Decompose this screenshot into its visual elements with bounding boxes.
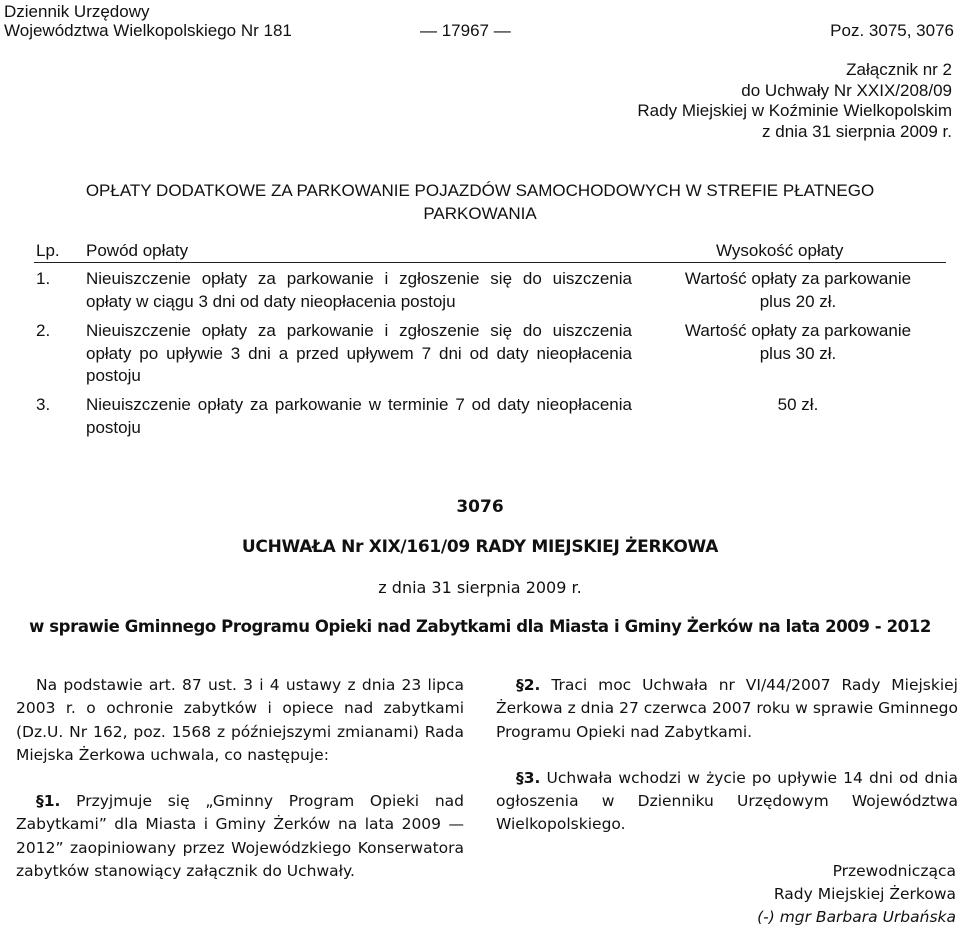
signature-council: Rady Miejskiej Żerkowa [773,885,956,903]
annex-reference [637,60,952,142]
paragraph-gap [16,767,464,790]
table-header-rule [34,262,946,263]
section-2 [496,674,958,744]
table-row-reason: Nieuiszczenie opłaty za parkowanie i zgłoszenie się do uiszczenia opłaty po upływie 3 dni a przed upływem 7 dni od daty nieopłacenia postoju [86,321,632,385]
amount-line: 50 zł. [777,395,819,414]
section-3-text: Uchwała wchodzi w życie po upływie 14 dni od dnia ogłoszenia w Dzienniku Urzędowym Województwa Wielkopolskiego. [496,768,958,834]
table-row-number: 3. [36,395,51,414]
column-header-reason: Powód opłaty [86,241,189,260]
table-row-reason: Nieuiszczenie opłaty za parkowanie w terminie 7 od daty nieopłacenia postoju [86,395,632,437]
section-3-mark: §3. [516,768,541,787]
table-row-amount [648,320,948,365]
section-2-mark: §2. [516,676,541,694]
position-numbers: Poz. 3075, 3076 [830,21,954,40]
annex-line: Rady Miejskiej w Koźminie Wielkopolskim [637,101,952,120]
resolution-title: UCHWAŁA Nr XIX/161/09 RADY MIEJSKIEJ ŻERKOWA [241,537,719,557]
fee-title-line: PARKOWANIA [423,204,537,223]
amount-line: plus 20 zł. [759,291,837,311]
fee-table-title [0,179,960,225]
preamble: Na podstawie art. 87 ust. 3 i 4 ustawy z dnia 23 lipca 2003 r. o ochronie zabytków i opiece nad zabytkami (Dz.U. Nr 162, poz. 1568 z późniejszymi zmianami) Rada Miejska Żerkowa uchwala, co następuje: [16,676,464,764]
annex-line: do Uchwały Nr XXIX/208/09 [741,80,952,100]
signature-block [757,860,956,929]
amount-line: Wartość opłaty za parkowanie [684,321,912,340]
table-row-amount [648,394,948,417]
section-1 [16,790,464,883]
section-3 [496,767,958,837]
annex-line: Załącznik nr 2 [846,60,952,79]
resolution-number: 3076 [456,497,504,517]
resolution-body-left [16,674,464,883]
column-header-amount: Wysokość opłaty [716,241,844,260]
signature-role: Przewodnicząca [832,862,956,880]
table-row-amount [648,268,948,313]
resolution-body-right [496,674,958,837]
section-2-text: Traci moc Uchwała nr VI/44/2007 Rady Miejskiej Żerkowa z dnia 27 czerwca 2007 roku w sprawie Gminnego Programu Opieki nad Zabytkami. [496,676,958,741]
paragraph-gap [496,744,958,767]
resolution-subject: w sprawie Gminnego Programu Opieki nad Zabytkami dla Miasta i Gminy Żerków na lata 2009 - 2012 [29,617,931,636]
signature-name: (-) mgr Barbara Urbańska [757,908,956,926]
table-row-number: 1. [36,269,51,288]
amount-line: Wartość opłaty za parkowanie [684,269,912,288]
amount-line: plus 30 zł. [759,343,837,363]
column-header-lp: Lp. [36,241,60,260]
table-row-number: 2. [36,321,51,340]
table-row-reason: Nieuiszczenie opłaty za parkowanie i zgłoszenie się do uiszczenia opłaty w ciągu 3 dni od daty nieopłacenia postoju [86,269,632,311]
voivodeship-issue: Województwa Wielkopolskiego Nr 181 [4,21,292,40]
journal-title: Dziennik Urzędowy [4,2,150,21]
annex-line: z dnia 31 sierpnia 2009 r. [762,121,952,141]
resolution-date: z dnia 31 sierpnia 2009 r. [378,578,582,597]
section-1-text: Przyjmuje się „Gminny Program Opieki nad Zabytkami” dla Miasta i Gminy Żerków na lata 2009 — 2012” zaopiniowany przez Wojewódzkiego Konserwatora zabytków stanowiący załącznik do Uchwały. [16,792,464,881]
fee-title-line: OPŁATY DODATKOWE ZA PARKOWANIE POJAZDÓW SAMOCHODOWYCH W STREFIE PŁATNEGO [85,181,875,200]
page-number: — 17967 — [420,21,511,40]
section-1-mark: §1. [36,792,61,811]
